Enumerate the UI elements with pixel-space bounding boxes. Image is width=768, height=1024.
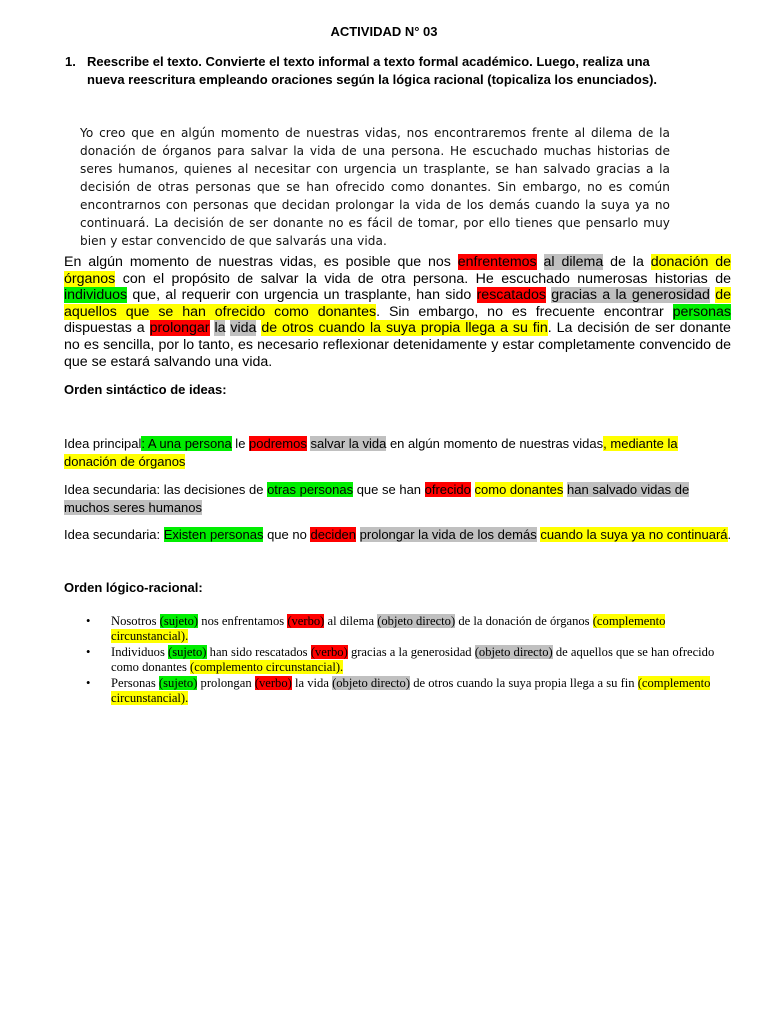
rewrite-text: En algún momento de nuestras vidas, es posible que nos [64, 254, 458, 270]
item-text: Nosotros [111, 614, 160, 628]
rewrite-text: . La decisión de ser donante no es sencilla, por lo tanto, es necesario reflexionar detenidamente y estar completamente convencido de que se estará salvando una vida. [64, 320, 731, 370]
item-text: Individuos [111, 645, 169, 659]
idea-secundaria-2 [64, 526, 732, 544]
tag-complement: (complemento circunstancial). [111, 676, 711, 705]
highlight-subject: otras personas [267, 482, 354, 497]
idea-text: Idea principal [64, 436, 142, 451]
highlight-verb: deciden [310, 527, 357, 542]
formal-rewrite-paragraph [64, 254, 731, 370]
idea-principal [64, 435, 732, 471]
item-text: gracias a la generosidad [347, 645, 475, 659]
tag-complement: (complemento circunstancial). [111, 614, 666, 643]
idea-text: que no [263, 527, 311, 542]
item-text: Personas [111, 676, 159, 690]
tag-verb: (verbo) [310, 645, 348, 659]
highlight-complement: , mediante la donación de órganos [64, 436, 678, 469]
highlight-object: salvar la vida [310, 436, 387, 451]
bullet-icon: • [86, 614, 91, 628]
idea-text: Idea secundaria: las decisiones de [64, 482, 268, 497]
rewrite-text [537, 254, 544, 270]
tag-subject: (sujeto) [159, 614, 199, 628]
item-text: nos enfrentamos [198, 614, 288, 628]
tag-direct-object: (objeto directo) [474, 645, 553, 659]
list-item [86, 645, 726, 675]
instruction-number: 1. [65, 54, 76, 69]
bullet-icon: • [86, 645, 91, 659]
idea-text: le [231, 436, 250, 451]
logical-bullet-list [86, 614, 726, 707]
instruction-text: Reescribe el texto. Convierte el texto informal a texto formal académico. Luego, realiza una nueva reescritura empleando oraciones según la lógica racional (topicaliza los enunciados). [87, 54, 658, 87]
instruction [65, 53, 685, 89]
idea-secundaria-1 [64, 481, 732, 517]
highlight-object: gracias a la generosidad [551, 287, 710, 304]
highlight-verb: prolongar [149, 320, 210, 337]
page-title: ACTIVIDAD N° 03 [330, 24, 438, 39]
highlight-subject: : A una persona [141, 436, 232, 451]
idea-text [471, 482, 475, 497]
highlight-complement: de otros cuando la suya propia llega a su fin [261, 320, 548, 337]
highlight-complement: donación de órganos [64, 254, 732, 287]
tag-verb: (verbo) [287, 614, 325, 628]
highlight-verb: podremos [249, 436, 307, 451]
highlight-complement: de aquellos que se han ofrecido como donantes [64, 287, 731, 320]
highlight-complement: como donantes [474, 482, 564, 497]
highlight-object: prolongar la vida de los demás [359, 527, 537, 542]
item-text: de la donación de órganos [455, 614, 593, 628]
highlight-verb: enfrentemos [457, 254, 537, 270]
highlight-object: la [214, 320, 226, 337]
item-text: prolongan [197, 676, 255, 690]
tag-subject: (sujeto) [168, 645, 207, 659]
tag-complement: (complemento circunstancial). [190, 660, 344, 674]
item-text: la vida [291, 676, 333, 690]
highlight-subject: Existen personas [163, 527, 264, 542]
syntactic-heading: Orden sintáctico de ideas: [64, 382, 227, 397]
bullet-icon: • [86, 676, 91, 690]
highlight-subject: individuos [64, 287, 128, 304]
original-informal-text: Yo creo que en algún momento de nuestras vidas, nos encontraremos frente al dilema de la donación de órganos para salvar la vida de una persona. He escuchado muchas historias de seres humanos, quienes al necesitar con urgencia un trasplante, se han salvado gracias a la decisión de otras personas que se han ofrecido como donantes. Sin embargo, no es común encontrarnos con personas que decidan prolongar la vida de los demás cuando la suya ya no continuará. La decisión de ser donante no es fácil de tomar, por ello tienes que pensarlo muy bien y estar convencido de que salvarás una vida. [80, 126, 670, 248]
item-text: al dilema [324, 614, 378, 628]
highlight-complement: cuando la suya ya no continuará [540, 527, 728, 542]
rewrite-text: . Sin embargo, no es frecuente encontrar [376, 303, 673, 320]
item-text: han sido rescatados [206, 645, 311, 659]
idea-text: . [727, 527, 732, 542]
highlight-object: vida [230, 320, 257, 337]
tag-direct-object: (objeto directo) [377, 614, 456, 628]
highlight-object: al dilema [543, 254, 604, 270]
rewrite-text: dispuestas a [64, 320, 150, 337]
list-item [86, 676, 726, 706]
highlight-verb: ofrecido [424, 482, 471, 497]
highlight-subject: personas [672, 303, 731, 320]
rewrite-text: que, al requerir con urgencia un trasplante, han sido [127, 287, 477, 304]
highlight-verb: rescatados [476, 287, 546, 304]
idea-text: que se han [353, 482, 425, 497]
tag-subject: (sujeto) [158, 676, 198, 690]
highlight-object: han salvado vidas de muchos seres humanos [64, 482, 690, 515]
rewrite-text: con el propósito de salvar la vida de otra persona. He escuchado numerosas historias de [115, 270, 731, 287]
list-item [86, 614, 726, 644]
item-text: de otros cuando la suya propia llega a su fin [410, 676, 638, 690]
logical-heading: Orden lógico-racional: [64, 580, 203, 595]
idea-text: en algún momento de nuestras vidas [386, 436, 604, 451]
rewrite-text: de la [603, 254, 651, 270]
tag-verb: (verbo) [254, 676, 292, 690]
idea-text: Idea secundaria: [64, 527, 164, 542]
tag-direct-object: (objeto directo) [332, 676, 411, 690]
item-text: de aquellos que se han ofrecido como donantes [111, 645, 715, 674]
